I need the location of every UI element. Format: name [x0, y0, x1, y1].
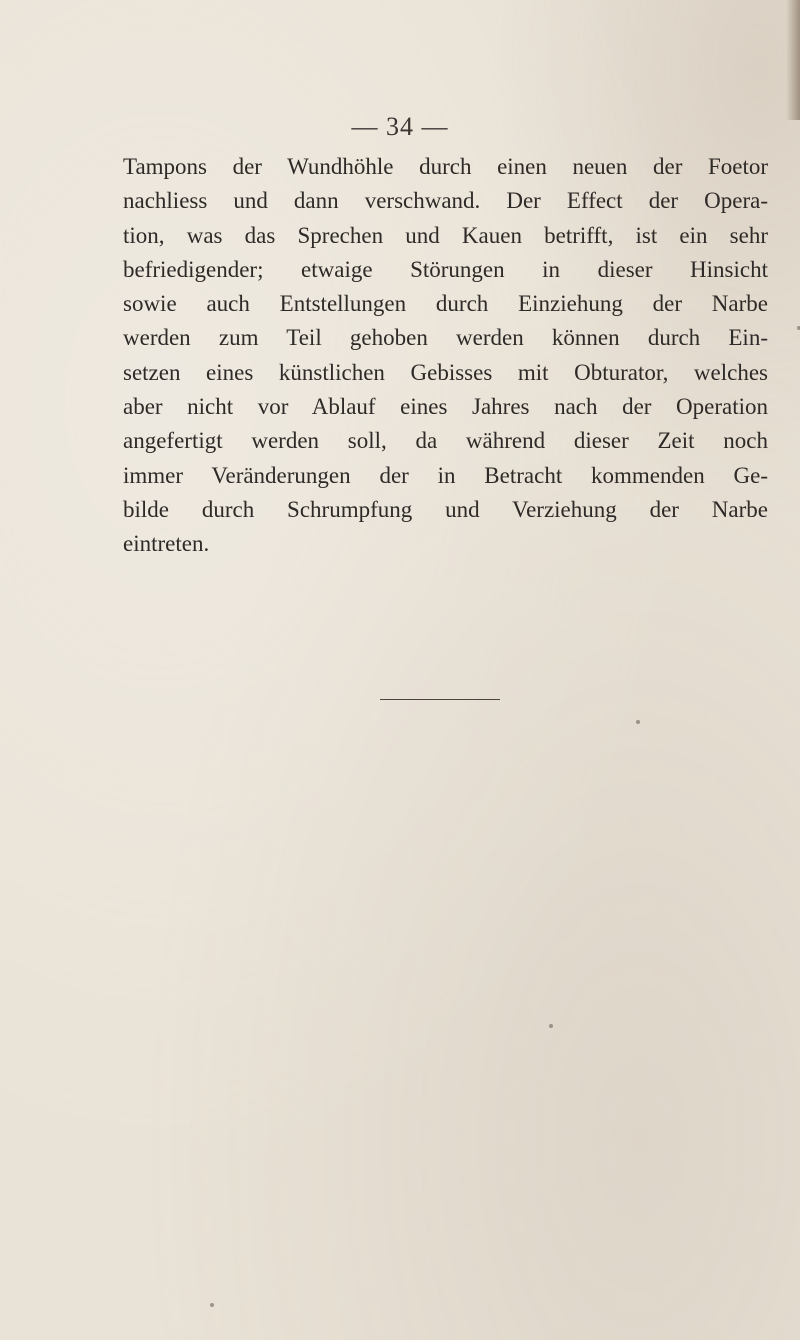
paper-speck: [549, 1024, 553, 1028]
section-divider: [380, 699, 500, 700]
text-line: angefertigt werden soll, da während dieser Zeit noch: [123, 428, 768, 454]
text-line: bilde durch Schrumpfung und Verziehung der Narbe: [123, 496, 768, 522]
text-line: tion, was das Sprechen und Kauen betrifft, ist ein sehr: [123, 222, 768, 248]
text-line: Tampons der Wundhöhle durch einen neuen der Foetor: [123, 154, 768, 179]
body-paragraph: [123, 150, 768, 562]
text-line-last: eintreten.: [123, 531, 210, 557]
paper-speck: [636, 720, 640, 724]
text-line: immer Veränderungen der in Betracht kommenden Ge-: [123, 462, 768, 488]
page-edge-shadow: [786, 0, 800, 120]
text-line: aber nicht vor Ablauf eines Jahres nach der Operation: [123, 394, 768, 420]
text-line: nachliess und dann verschwand. Der Effect der Opera-: [123, 188, 768, 214]
text-line: sowie auch Entstellungen durch Einziehung der Narbe: [123, 291, 768, 317]
page-number: — 34 —: [351, 112, 449, 141]
text-line: werden zum Teil gehoben werden können durch Ein-: [123, 325, 768, 351]
text-line: befriedigender; etwaige Störungen in dieser Hinsicht: [123, 256, 768, 282]
paper-speck: [210, 1303, 214, 1307]
text-line: setzen eines künstlichen Gebisses mit Obturator, welches: [123, 359, 768, 385]
